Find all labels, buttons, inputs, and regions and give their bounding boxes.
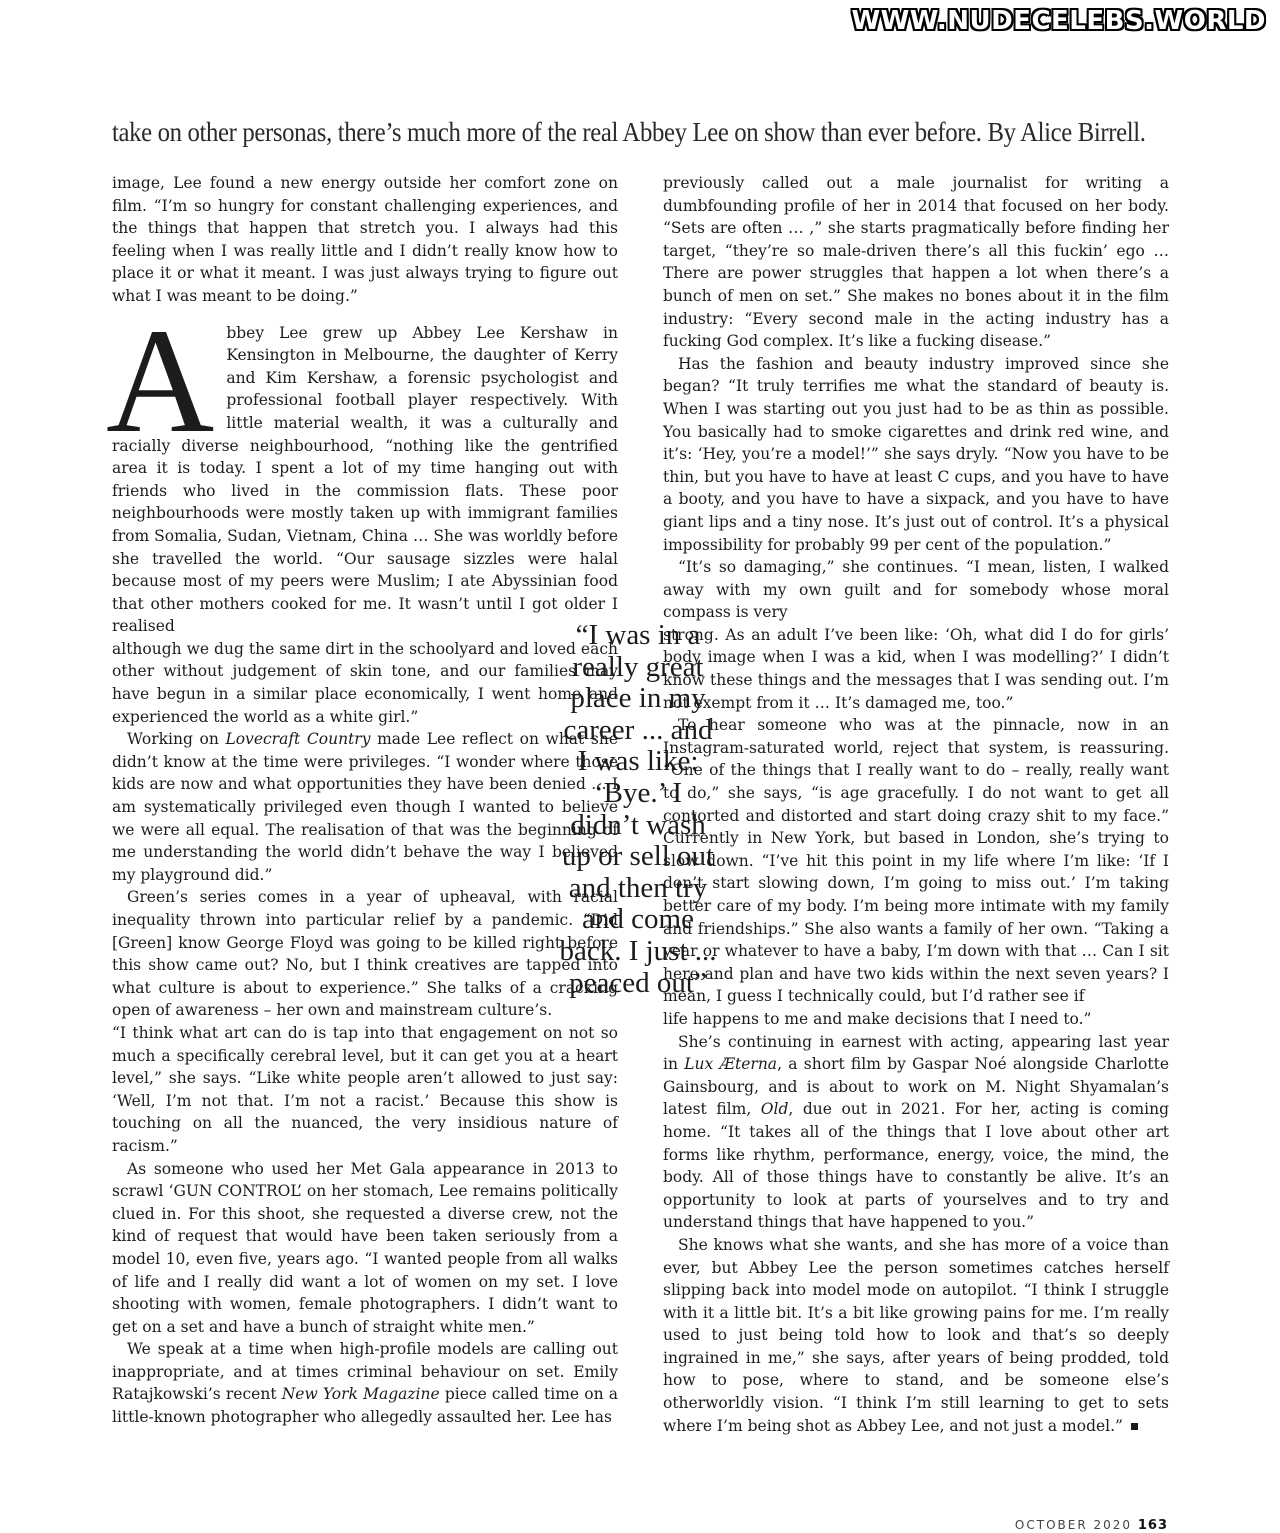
page-folio	[1015, 1518, 1168, 1533]
end-mark-icon	[1131, 1423, 1138, 1430]
text-run: Working on	[127, 730, 226, 749]
paragraph	[112, 1338, 618, 1428]
show-title: Lovecraft Country	[225, 730, 371, 749]
text-run: made Lee reflect on what she didn’t know at the time were privileges. “I wonder where those kids are now and what opportunities they have been denied … I am systematically privileged even though I wanted to believe we were all equal. The realisation of that was the beginning of me understanding the world didn’t behave the way I believed my playground did.”	[112, 730, 618, 884]
article-column-left	[106, 172, 618, 1429]
paragraph: strong. As an adult I’ve been like: ‘Oh, what did I do for girls’ body image when I was a kid, when I was modelling?’ I didn’t know these things and the messages that I was sending out. I’m not exempt from it … It’s damaged me, too.”	[663, 625, 1169, 712]
paragraph	[663, 1234, 1169, 1437]
paragraph	[112, 728, 618, 886]
paragraph: “I think what art can do is tap into that engagement on not so much a specifically cerebral level, but it can get you at a heart level,” she says. “Like white people aren’t allowed to just say: ‘Well, I’m not that. I’m not a racist.’ Because this show is touching on all the nuanced, the very insidious nature of racism.”	[112, 1023, 618, 1155]
paragraph: As someone who used her Met Gala appearance in 2013 to scrawl ‘GUN CONTROL’ on her stomach, Lee remains politically clued in. For this shoot, she requested a diverse crew, not the kind of request that would have been taken seriously from a model 10, even five, years ago. “I wanted people from all walks of life and I really did want a lot of women on my set. I love shooting with women, female photographers. I didn’t want to get on a set and have a bunch of straight white men.”	[112, 1159, 618, 1336]
text-run: , a short film by Gaspar Noé alongside Charlotte Gainsbourg, and is about to work on M. Night Shyamalan’s latest film,	[663, 1055, 1170, 1119]
paragraph: Has the fashion and beauty industry improved since she began? “It truly terrifies me what the standard of beauty is. When I was starting out you just had to be as thin as possible. You basically had to smoke cigarettes and drink red wine, and it’s: ‘Hey, you’re a model!’” she says dryly. “Now you have to be thin, but you have to have at least C cups, and you have to have a booty, and you have to have a sixpack, and you have to have giant lips and a tiny nose. It’s just out of control. It’s a physical impossibility for probably 99 per cent of the population.”	[663, 354, 1169, 554]
paragraph-dropcap	[106, 297, 618, 638]
paragraph	[663, 1031, 1169, 1234]
paragraph-text: bbey Lee grew up Abbey Lee Kershaw in Kensington in Melbourne, the daughter of Kerry and Kim Kershaw, a forensic psychologist and professional football player respectively. With little material wealth, it was a culturally and racially diverse neighbourhood, “nothing like the gentrified area it is today. I spent a lot of my time hanging out with friends who lived in the commission flats. These poor neighbourhoods were mostly taken up with immigrant families from Somalia, Sudan, Vietnam, China … She was worldly before she travelled the world. “Our sausage sizzles were halal because most of my peers were Muslim; I ate Abyssinian food that other mothers cooked for me. It wasn’t until I got older I realised	[112, 323, 618, 636]
page-number: 163	[1137, 1518, 1168, 1533]
paragraph: although we dug the same dirt in the schoolyard and loved each other without judgement of skin tone, and our families may have begun in a similar place economically, I went home and experienced the world as a white girl.”	[112, 639, 618, 726]
text-run: piece called time on a little-known photographer who allegedly assaulted her. Lee has	[112, 1385, 618, 1427]
drop-cap: A	[106, 297, 215, 464]
text-run: We speak at a time when high-profile models are calling out inappropriate, and at times criminal behaviour on set. Emily Ratajkowski’s recent	[112, 1340, 618, 1404]
issue-date: OCTOBER 2020	[1014, 1518, 1133, 1532]
publication-title: New York Magazine	[281, 1385, 440, 1404]
paragraph: life happens to me and make decisions that I need to.”	[663, 1009, 1092, 1028]
paragraph: Green’s series comes in a year of upheaval, with racial inequality thrown into particular relief by a pandemic. “Did [Green] know George Floyd was going to be killed right before this show came out? No, but I think creatives are tapped into what culture is about to experience.” She talks of a cracking open of awareness – her own and mainstream culture’s.	[112, 888, 618, 1020]
paragraph: To hear someone who was at the pinnacle, now in an Instagram-saturated world, reject that system, is reassuring. “One of the things that I really want to do – really, really want to do,” she says, “is age gracefully. I do not want to get all contorted and distorted and start doing crazy shit to my face.” Currently in New York, but based in London, she’s trying to slow down. “I’ve hit this point in my life where I’m like: ‘If I don’t start slowing down, I’m going to miss out.’ I’m taking better care of my body. I’m being more intimate with my family and friendships.” She also wants a family of her own. “Taking a year or whatever to have a baby, I’m down with that … Can I sit here and plan and have two kids within the next seven years? I mean, I guess I technically could, but I’d rather see if	[663, 716, 1169, 1006]
paragraph: previously called out a male journalist for writing a dumbfounding profile of her in 2014 that focused on her body. “Sets are often … ,” she starts pragmatically before finding her target, “they’re so male-driven there’s all this fuckin’ ego … There are power struggles that happen a lot when there’s a bunch of men on set.” She makes no bones about it in the film industry: “Every second male in the acting industry has a fucking God complex. It’s like a fucking disease.”	[663, 174, 1169, 351]
text-run: She’s continuing in earnest with acting, appearing last year in	[663, 1032, 1169, 1074]
standfirst: take on other personas, there’s much more of the real Abbey Lee on show than ever before. By Alice Birrell.	[112, 116, 1146, 147]
pull-quote: “I was in a really great place in my career ... and I was like: ‘Bye.’ I didn’t wash up or sell out and then try and come back. I just ... peaced out”	[559, 619, 717, 999]
film-title: Lux Æterna	[684, 1055, 778, 1074]
paragraph: “It’s so damaging,” she continues. “I mean, listen, I walked away with my own guilt and for somebody whose moral compass is very	[663, 558, 1169, 622]
text-run: She knows what she wants, and she has more of a voice than ever, but Abbey Lee the person sometimes catches herself slipping back into model mode on autopilot. “I think I struggle with it a little bit. It’s a bit like growing pains for me. I’m really used to just being told how to look and that’s so deeply ingrained in me,” she says, after years of being prodded, told how to pose, where to stand, and be someone else’s otherworldly vision. “I think I’m still learning to get to sets where I’m being shot as Abbey Lee, and not just a model.”	[663, 1235, 1169, 1435]
paragraph: image, Lee found a new energy outside her comfort zone on film. “I’m so hungry for constant challenging experiences, and the things that happen that stretch you. I always had this feeling when I was really little and I didn’t really know how to place it or what it meant. I was just always trying to figure out what I was meant to be doing.”	[112, 174, 618, 305]
article-column-right	[663, 172, 1169, 1437]
watermark-text: WWW.NUDECELEBS.WORLD	[851, 6, 1266, 36]
film-title: Old	[760, 1100, 789, 1119]
text-run: , due out in 2021. For her, acting is coming home. “It takes all of the things that I love about other art forms like rhythm, performance, energy, voice, the mind, the body. All of those things have to constantly be alive. It’s an opportunity to look at parts of yourselves and to try and understand things that have happened to you.”	[663, 1100, 1169, 1232]
